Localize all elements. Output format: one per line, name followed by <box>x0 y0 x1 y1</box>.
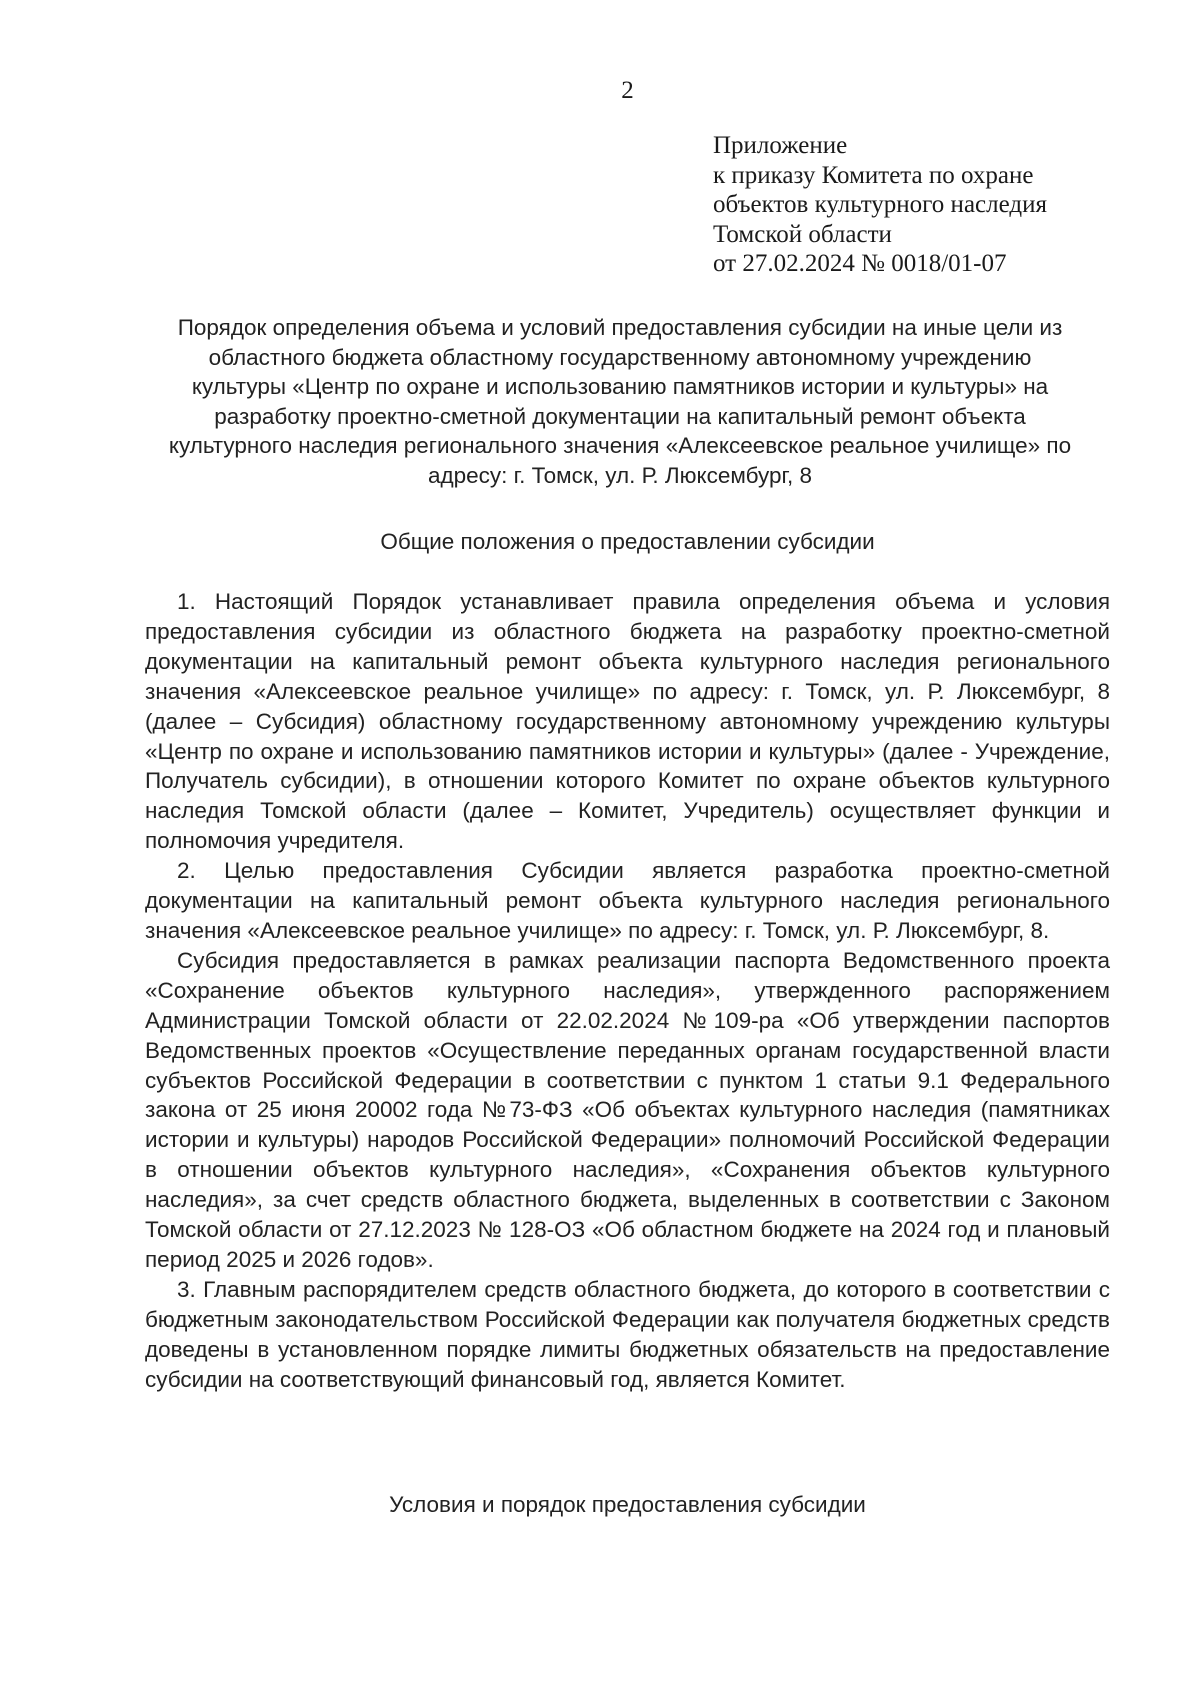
section-heading-general: Общие положения о предоставлении субсидии <box>380 529 875 554</box>
paragraph-1: 1. Настоящий Порядок устанавливает правила определения объема и условия предоставления субсидии из областного бюджета на разработку проектно-сметной документации на капитальный ремонт объекта культурного наследия регионального значения «Алексеевское реальное училище» по адресу: г. Томск, ул. Р. Люксембург, 8 (далее – Субсидия) областному государственному автономному учреждению культуры «Центр по охране и использованию памятников истории и культуры» (далее - Учреждение, Получатель субсидии), в отношении которого Комитет по охране объектов культурного наследия Томской области (далее – Комитет, Учредитель) осуществляет функции и полномочия учредителя. <box>145 589 1110 854</box>
appendix-block <box>713 131 1153 279</box>
appendix-line: к приказу Комитета по охране <box>713 161 1034 189</box>
title-line: культурного наследия регионального значения «Алексеевское реальное училище» по <box>168 433 1072 459</box>
paragraph-4: 3. Главным распорядителем средств областного бюджета, до которого в соответствии с бюджетным законодательством Российской Федерации как получателя бюджетных средств доведены в установленном порядке лимиты бюджетных обязательств на предоставление субсидии на соответствующий финансовый год, является Комитет. <box>145 1276 1110 1392</box>
title-line: Порядок определения объема и условий предоставления субсидии на иные цели из <box>177 315 1063 340</box>
title-line: разработку проектно-сметной документации на капитальный ремонт объекта <box>214 403 1026 429</box>
appendix-line: Приложение <box>713 132 848 159</box>
title-line: областного бюджета областному государственному автономному учреждению <box>208 344 1032 370</box>
appendix-line: объектов культурного наследия <box>713 191 1047 218</box>
paragraph-3: Субсидия предоставляется в рамках реализации паспорта Ведомственного проекта «Сохранение объектов культурного наследия», утвержденного распоряжением Администрации Томской области от 22.02.2024 №109-ра «Об утверждении паспортов Ведомственных проектов «Осуществление переданных органам государственной власти субъектов Российской Федерации в соответствии с пунктом 1 статьи 9.1 Федерального закона от 25 июня 20002 года №73-ФЗ «Об объектах культурного наследия (памятниках истории и культуры) народов Российской Федерации» полномочий Российской Федерации в отношении объектов культурного наследия», «Сохранения объектов культурного наследия», за счет средств областного бюджета, выделенных в соответствии с Законом Томской области от 27.12.2023 № 128-ОЗ «Об областном бюджете на 2024 год и плановый период 2025 и 2026 годов». <box>145 947 1110 1272</box>
title-line: культуры «Центр по охране и использованию памятников истории и культуры» на <box>191 374 1049 400</box>
paragraph-2: 2. Целью предоставления Субсидии является разработка проектно-сметной документации на капитальный ремонт объекта культурного наследия регионального значения «Алексеевское реальное училище» по адресу: г. Томск, ул. Р. Люксембург, 8. <box>145 858 1110 943</box>
appendix-line: от 27.02.2024 № 0018/01-07 <box>713 250 1007 277</box>
title-line: адресу: г. Томск, ул. Р. Люксембург, 8 <box>428 462 812 488</box>
page-number: 2 <box>621 77 634 104</box>
document-title <box>120 313 1120 491</box>
appendix-line: Томской области <box>713 220 892 248</box>
section-heading-conditions: Условия и порядок предоставления субсидии <box>389 1492 866 1517</box>
document-body <box>145 587 1110 1394</box>
